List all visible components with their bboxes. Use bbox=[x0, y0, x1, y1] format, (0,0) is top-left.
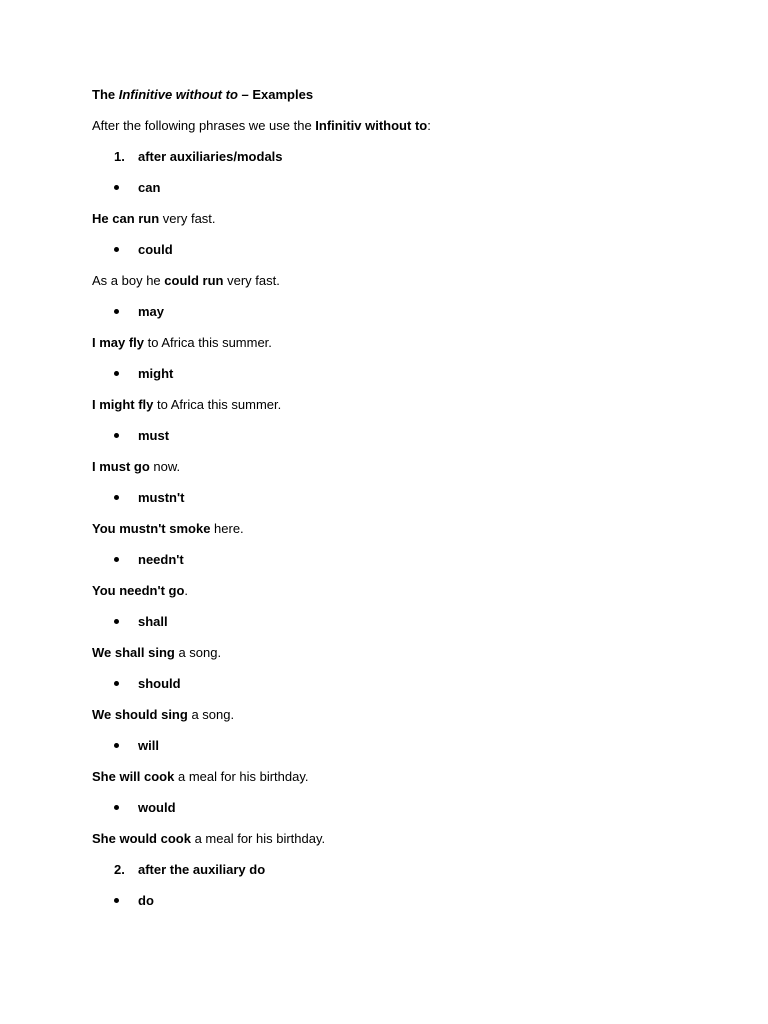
example-rest: to Africa this summer. bbox=[153, 397, 282, 412]
modal-could: could bbox=[138, 242, 173, 257]
bullet-icon bbox=[114, 185, 119, 190]
intro-part-1: After the following phrases we use the bbox=[92, 118, 316, 133]
title-part-1: The bbox=[92, 87, 119, 102]
example-might bbox=[92, 397, 281, 413]
example-bold: He can run bbox=[92, 211, 160, 226]
example-bold: I may fly bbox=[92, 335, 145, 350]
bullet-icon bbox=[114, 805, 119, 810]
intro-part-3: : bbox=[427, 118, 431, 133]
bullet-icon bbox=[114, 557, 119, 562]
bullet-icon bbox=[114, 247, 119, 252]
modal-would: would bbox=[138, 800, 176, 815]
bullet-icon bbox=[114, 371, 119, 376]
section-2-number: 2. bbox=[114, 862, 125, 877]
example-would bbox=[92, 831, 325, 847]
intro-bold: Infinitiv without to bbox=[315, 118, 428, 133]
example-rest: a meal for his birthday. bbox=[174, 769, 309, 784]
example-bold: She will cook bbox=[92, 769, 175, 784]
bullet-icon bbox=[114, 309, 119, 314]
title-italic: Infinitive without to bbox=[118, 87, 238, 102]
modal-must: must bbox=[138, 428, 170, 443]
modal-might: might bbox=[138, 366, 174, 381]
modal-shall: shall bbox=[138, 614, 168, 629]
bullet-icon bbox=[114, 681, 119, 686]
modal-neednt: needn't bbox=[138, 552, 184, 567]
modal-can: can bbox=[138, 180, 161, 195]
section-1-number: 1. bbox=[114, 149, 125, 164]
example-bold: You mustn't smoke bbox=[92, 521, 211, 536]
example-could bbox=[92, 273, 280, 289]
example-mustnt bbox=[92, 521, 244, 537]
example-neednt bbox=[92, 583, 188, 599]
example-rest: now. bbox=[149, 459, 181, 474]
modal-will: will bbox=[138, 738, 159, 753]
title-part-3: – Examples bbox=[237, 87, 314, 102]
example-bold: I might fly bbox=[92, 397, 154, 412]
bullet-icon bbox=[114, 495, 119, 500]
example-bold: could run bbox=[164, 273, 224, 288]
document-title bbox=[92, 87, 313, 103]
example-bold: We shall sing bbox=[92, 645, 175, 660]
example-rest: a meal for his birthday. bbox=[190, 831, 326, 846]
example-bold: She would cook bbox=[92, 831, 191, 846]
modal-mustnt: mustn't bbox=[138, 490, 185, 505]
example-must bbox=[92, 459, 180, 475]
example-rest: very fast. bbox=[159, 211, 216, 226]
example-rest: a song. bbox=[174, 645, 222, 660]
example-bold: We should sing bbox=[92, 707, 188, 722]
bullet-icon bbox=[114, 743, 119, 748]
example-bold: I must go bbox=[92, 459, 150, 474]
example-may bbox=[92, 335, 272, 351]
example-rest: very fast. bbox=[223, 273, 280, 288]
section-2-heading: after the auxiliary do bbox=[138, 862, 266, 877]
example-shall bbox=[92, 645, 221, 661]
bullet-icon bbox=[114, 898, 119, 903]
intro-paragraph bbox=[92, 118, 431, 134]
modal-may: may bbox=[138, 304, 165, 319]
example-rest: to Africa this summer. bbox=[144, 335, 272, 350]
bullet-icon bbox=[114, 433, 119, 438]
example-will bbox=[92, 769, 309, 785]
bullet-icon bbox=[114, 619, 119, 624]
example-pre: As a boy he bbox=[92, 273, 165, 288]
section-1-heading: after auxiliaries/modals bbox=[138, 149, 283, 164]
example-bold: You needn't go bbox=[92, 583, 185, 598]
example-should bbox=[92, 707, 234, 723]
example-rest: . bbox=[184, 583, 189, 598]
modal-do: do bbox=[138, 893, 154, 908]
example-can bbox=[92, 211, 216, 227]
example-rest: a song. bbox=[187, 707, 235, 722]
modal-should: should bbox=[138, 676, 181, 691]
example-rest: here. bbox=[210, 521, 244, 536]
